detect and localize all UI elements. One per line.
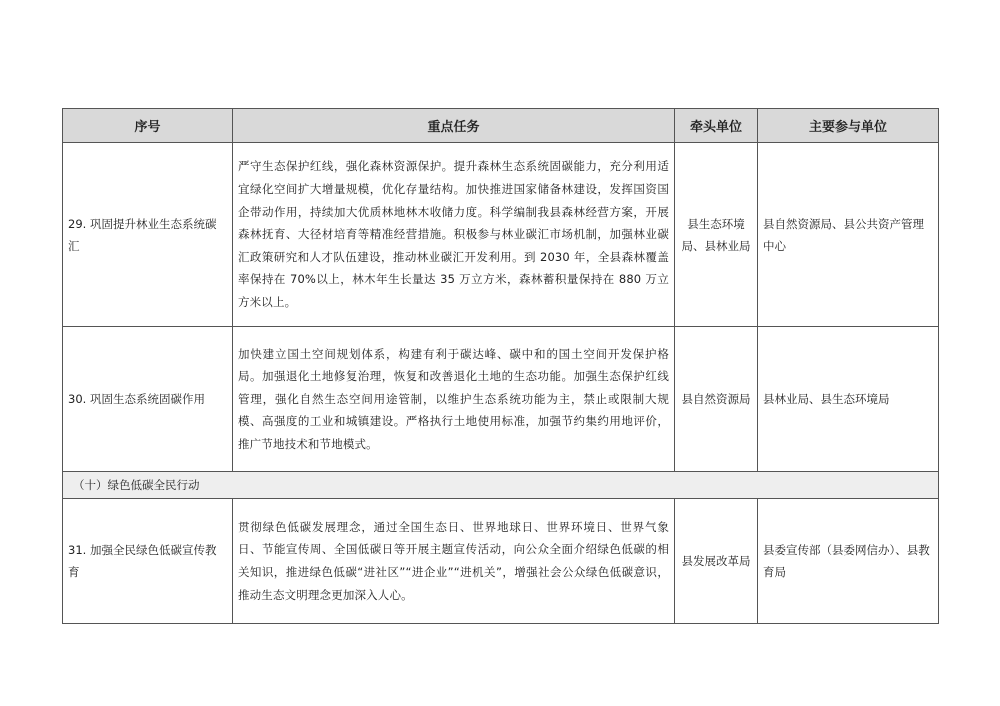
row-lead-unit: 县自然资源局 bbox=[675, 327, 758, 472]
row-lead-unit: 县生态环境局、县林业局 bbox=[675, 143, 758, 327]
header-participants: 主要参与单位 bbox=[758, 109, 939, 143]
section-heading: （十）绿色低碳全民行动 bbox=[63, 472, 939, 499]
table-header-row bbox=[63, 109, 939, 143]
row-task: 严守生态保护红线，强化森林资源保护。提升森林生态系统固碳能力，充分利用适宜绿化空间扩大增量规模，优化存量结构。加快推进国家储备林建设，发挥国资国企带动作用，持续加大优质林地林木收储力度。科学编制我县森林经营方案，开展森林抚育、大径材培育等精准经营措施。积极参与林业碳汇市场机制，加强林业碳汇政策研究和人才队伍建设，推动林业碳汇开发利用。到 2030 年，全县森林覆盖率保持在 70%以上，林木年生长量达 35 万立方米，森林蓄积量保持在 880 万立方米以上。 bbox=[233, 143, 675, 327]
table-row bbox=[63, 327, 939, 472]
row-participants: 县自然资源局、县公共资产管理中心 bbox=[758, 143, 939, 327]
table-row bbox=[63, 143, 939, 327]
header-seq: 序号 bbox=[63, 109, 233, 143]
header-task: 重点任务 bbox=[233, 109, 675, 143]
row-seq: 31. 加强全民绿色低碳宣传教育 bbox=[63, 499, 233, 624]
row-seq: 30. 巩固生态系统固碳作用 bbox=[63, 327, 233, 472]
row-participants: 县林业局、县生态环境局 bbox=[758, 327, 939, 472]
header-lead: 牵头单位 bbox=[675, 109, 758, 143]
table-row bbox=[63, 499, 939, 624]
row-task: 加快建立国土空间规划体系，构建有利于碳达峰、碳中和的国土空间开发保护格局。加强退化土地修复治理，恢复和改善退化土地的生态功能。加强生态保护红线管理，强化自然生态空间用途管制，以维护生态系统功能为主，禁止或限制大规模、高强度的工业和城镇建设。严格执行土地使用标准，加强节约集约用地评价，推广节地技术和节地模式。 bbox=[233, 327, 675, 472]
row-task: 贯彻绿色低碳发展理念，通过全国生态日、世界地球日、世界环境日、世界气象日、节能宣传周、全国低碳日等开展主题宣传活动，向公众全面介绍绿色低碳的相关知识，推进绿色低碳“进社区”“进企业”“进机关”，增强社会公众绿色低碳意识，推动生态文明理念更加深入人心。 bbox=[233, 499, 675, 624]
section-heading-row bbox=[63, 472, 939, 499]
row-seq: 29. 巩固提升林业生态系统碳汇 bbox=[63, 143, 233, 327]
task-table bbox=[62, 108, 939, 624]
row-lead-unit: 县发展改革局 bbox=[675, 499, 758, 624]
row-participants: 县委宣传部（县委网信办）、县教育局 bbox=[758, 499, 939, 624]
